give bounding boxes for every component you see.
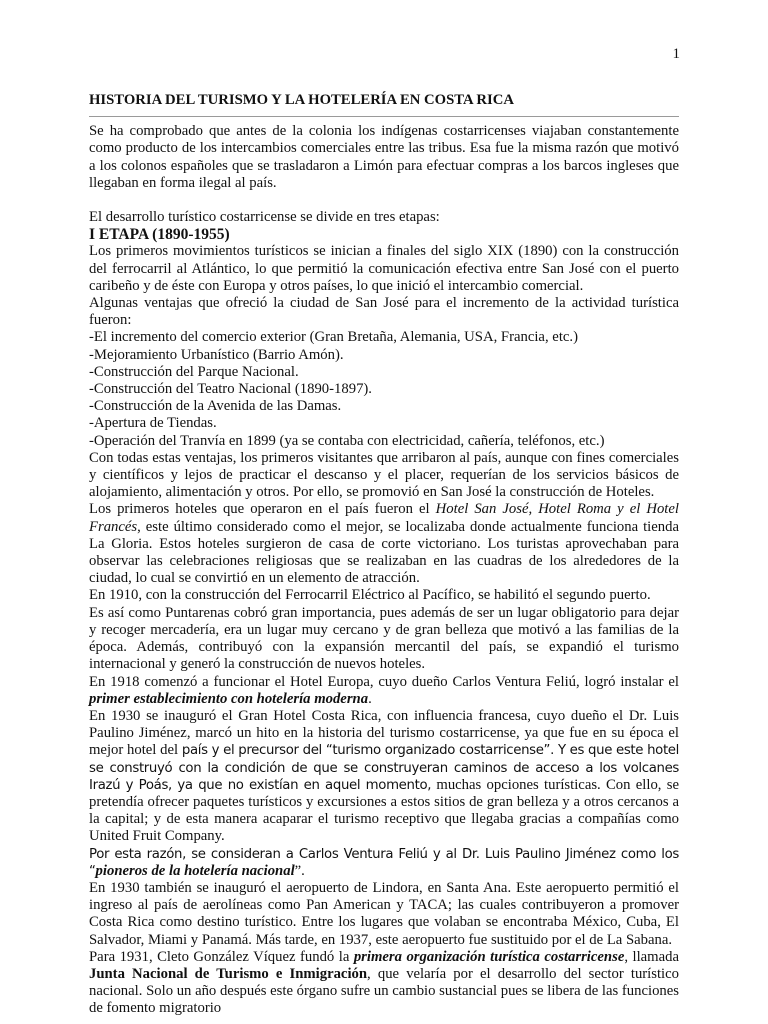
bold-italic-emphasis: primer establecimiento con hotelería moderna <box>89 690 369 707</box>
text-run: . <box>368 690 372 707</box>
text-run-alt-font: Por esta razón, se consideran a Carlos Ventura Feliú y al Dr. Luis Paulino Jiménez como los “ <box>89 846 679 879</box>
paragraph-puntarenas: Es así como Puntarenas cobró gran importancia, pues además de ser un lugar obligatorio para dejar y recoger mercadería, era un lugar muy cercano y de gran belleza que motivó a las familias de la época. Además, contribuyó con la expansión mercantil del país, se expandió el turismo internacional y generó la construcción de nuevos hoteles. <box>89 604 679 673</box>
bold-italic-emphasis: pioneros de la hotelería nacional <box>95 862 295 879</box>
document-title: HISTORIA DEL TURISMO Y LA HOTELERÍA EN COSTA RICA <box>89 92 514 108</box>
list-item: -Construcción del Parque Nacional. <box>89 363 299 380</box>
text-run: , llamada <box>624 948 679 965</box>
section-heading-etapa-1: I ETAPA (1890-1955) <box>89 226 230 244</box>
paragraph-movimientos: Los primeros movimientos turísticos se inician a finales del siglo XIX (1890) con la construcción del ferrocarril al Atlántico, lo que permitió la comunicación efectiva entre San José con el puerto caribeño y de éste con Europa y otros países, lo que inició el intercambio comercial. <box>89 243 679 294</box>
text-run: Los primeros hoteles que operaron en el país fueron el <box>89 501 436 518</box>
stages-intro: El desarrollo turístico costarricense se divide en tres etapas: <box>89 209 440 226</box>
bold-italic-emphasis: primera organización turística costarricense <box>353 948 625 965</box>
paragraph-primeros-hoteles <box>89 501 679 587</box>
paragraph-1930-gran-hotel <box>89 708 679 846</box>
paragraph-1910: En 1910, con la construcción del Ferrocarril Eléctrico al Pacífico, se habilitó el segundo puerto. <box>89 587 651 604</box>
bold-organization-name: Junta Nacional de Turismo e Inmigración <box>89 965 368 982</box>
list-item: -El incremento del comercio exterior (Gran Bretaña, Alemania, USA, Francia, etc.) <box>89 329 578 346</box>
paragraph-1931 <box>89 949 679 1018</box>
paragraph-ventajas: Algunas ventajas que ofreció la ciudad de San José para el incremento de la actividad turística fueron: <box>89 295 679 329</box>
paragraph-1918 <box>89 674 679 708</box>
page-number: 1 <box>672 46 680 62</box>
text-run: En 1918 comenzó a funcionar el Hotel Europa, cuyo dueño Carlos Ventura Feliú, logró instalar el <box>89 673 679 690</box>
text-run: ”. <box>294 862 305 879</box>
list-item: -Construcción del Teatro Nacional (1890-1897). <box>89 381 372 398</box>
list-item: -Construcción de la Avenida de las Damas. <box>89 398 342 415</box>
list-item: -Mejoramiento Urbanístico (Barrio Amón). <box>89 346 344 363</box>
text-run: , que velaría por el desarrollo del sector turístico nacional. Solo un año después este órgano sufre un cambio sustancial pues se libera de las funciones de fomento migratorio <box>89 965 680 1017</box>
text-run: , este último considerado como el mejor, se localizaba donde actualmente funciona tienda La Gloria. Estos hoteles surgieron de casa de corte victoriano. Los turistas aprovechaban para observar las celebraciones religiosas que se realizaban en las cuadras de los alrededores de la ciudad, lo cual se convirtió en un elemento de atracción. <box>89 518 679 587</box>
text-run: Para 1931, Cleto González Víquez fundó la <box>89 948 354 965</box>
paragraph-pioneros <box>89 846 679 880</box>
paragraph-con-todas: Con todas estas ventajas, los primeros visitantes que arribaron al país, aunque con fines comerciales y científicos y lejos de practicar el descanso y el placer, requerían de los servicios básicos de alojamiento, alimentación y otros. Por ello, se promovió en San José la construcción de Hoteles. <box>89 449 679 501</box>
list-item: -Operación del Tranvía en 1899 (ya se contaba con electricidad, cañería, teléfonos, etc.) <box>89 432 605 449</box>
paragraph-gap <box>89 192 679 209</box>
intro-paragraph: Se ha comprobado que antes de la colonia los indígenas costarricenses viajaban constantemente como producto de los intercambios comerciales entre las tribus. Esa fue la misma razón que motivó a los colonos españoles que se trasladaron a Limón para efectuar compras a los barcos ingleses que llegaban en forma ilegal al país. <box>89 123 679 191</box>
text-run-alt-font: país y el precursor del “turismo organizado costarricense”. Y es que este hotel se construyó con la condición de que se construyeran caminos de acceso a los volcanes Irazú y Poás, ya que no existían en aquel momento, <box>89 743 679 793</box>
title-underline <box>89 116 679 117</box>
text-run: En 1930 se inauguró el Gran Hotel Costa Rica, con influencia francesa, cuyo dueño el Dr. Luis Paulino Jiménez, marcó un hito en la historia del turismo costarricense, ya que fue en su época el mejor hotel del <box>89 707 679 759</box>
document-body <box>89 92 679 1018</box>
text-run: muchas opciones turísticas. Con ello, se pretendía ofrecer paquetes turísticos y excursiones a estos sitios de gran belleza y a otros cercanos a la capital; y de esta manera acaparar el turismo receptivo que llegaba gracias a compañías como United Fruit Company. <box>89 776 679 845</box>
list-item: -Apertura de Tiendas. <box>89 415 217 432</box>
italic-hotel-names: Hotel San José, Hotel Roma y el Hotel Francés <box>89 501 679 535</box>
paragraph-lindora: En 1930 también se inauguró el aeropuerto de Lindora, en Santa Ana. Este aeropuerto permitió el ingreso al país de aerolíneas como Pan American y TACA; las cuales contribuyeron a promover Costa Rica como destino turístico. Entre los lugares que volaban se encontraba México, Cuba, El Salvador, Miami y Panamá. Más tarde, en 1937, este aeropuerto fue sustituido por el de La Sabana. <box>89 879 679 948</box>
